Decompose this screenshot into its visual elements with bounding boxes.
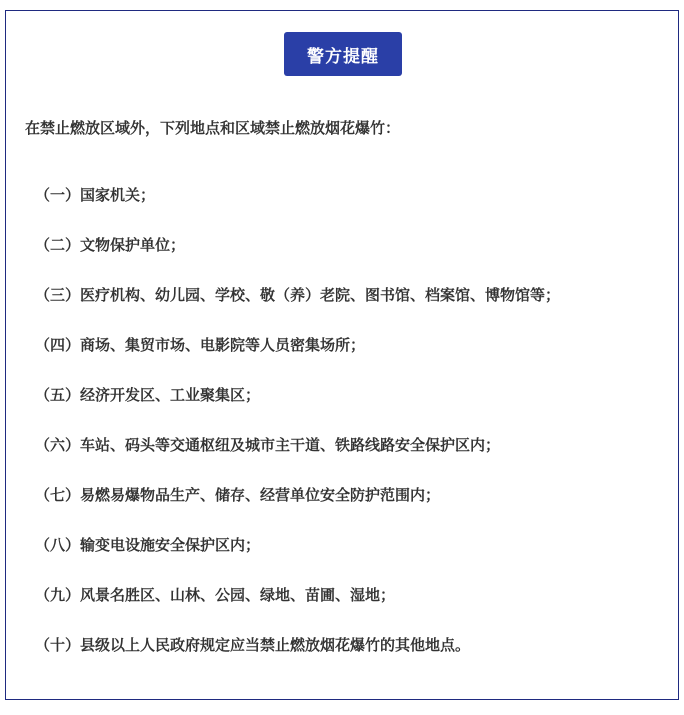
list-item: （十）县级以上人民政府规定应当禁止燃放烟花爆竹的其他地点。 xyxy=(35,636,471,654)
list-item: （六）车站、码头等交通枢纽及城市主干道、铁路线路安全保护区内； xyxy=(35,436,501,454)
list-item: （二）文物保护单位； xyxy=(35,236,186,254)
prohibited-locations-list xyxy=(35,185,560,685)
intro-text: 在禁止燃放区域外，下列地点和区域禁止燃放烟花爆竹： xyxy=(25,119,401,137)
list-item: （四）商场、集贸市场、电影院等人员密集场所； xyxy=(35,336,366,354)
list-item: （一）国家机关； xyxy=(35,186,156,204)
list-item: （三）医疗机构、幼儿园、学校、敬（养）老院、图书馆、档案馆、博物馆等； xyxy=(35,286,561,304)
list-item: （九）风景名胜区、山林、公园、绿地、苗圃、湿地； xyxy=(35,586,396,604)
list-item: （八）输变电设施安全保护区内； xyxy=(35,536,261,554)
list-item: （五）经济开发区、工业聚集区； xyxy=(35,386,261,404)
notice-frame xyxy=(5,10,679,700)
title-badge: 警方提醒 xyxy=(284,32,402,76)
list-item: （七）易燃易爆物品生产、储存、经营单位安全防护范围内； xyxy=(35,486,441,504)
